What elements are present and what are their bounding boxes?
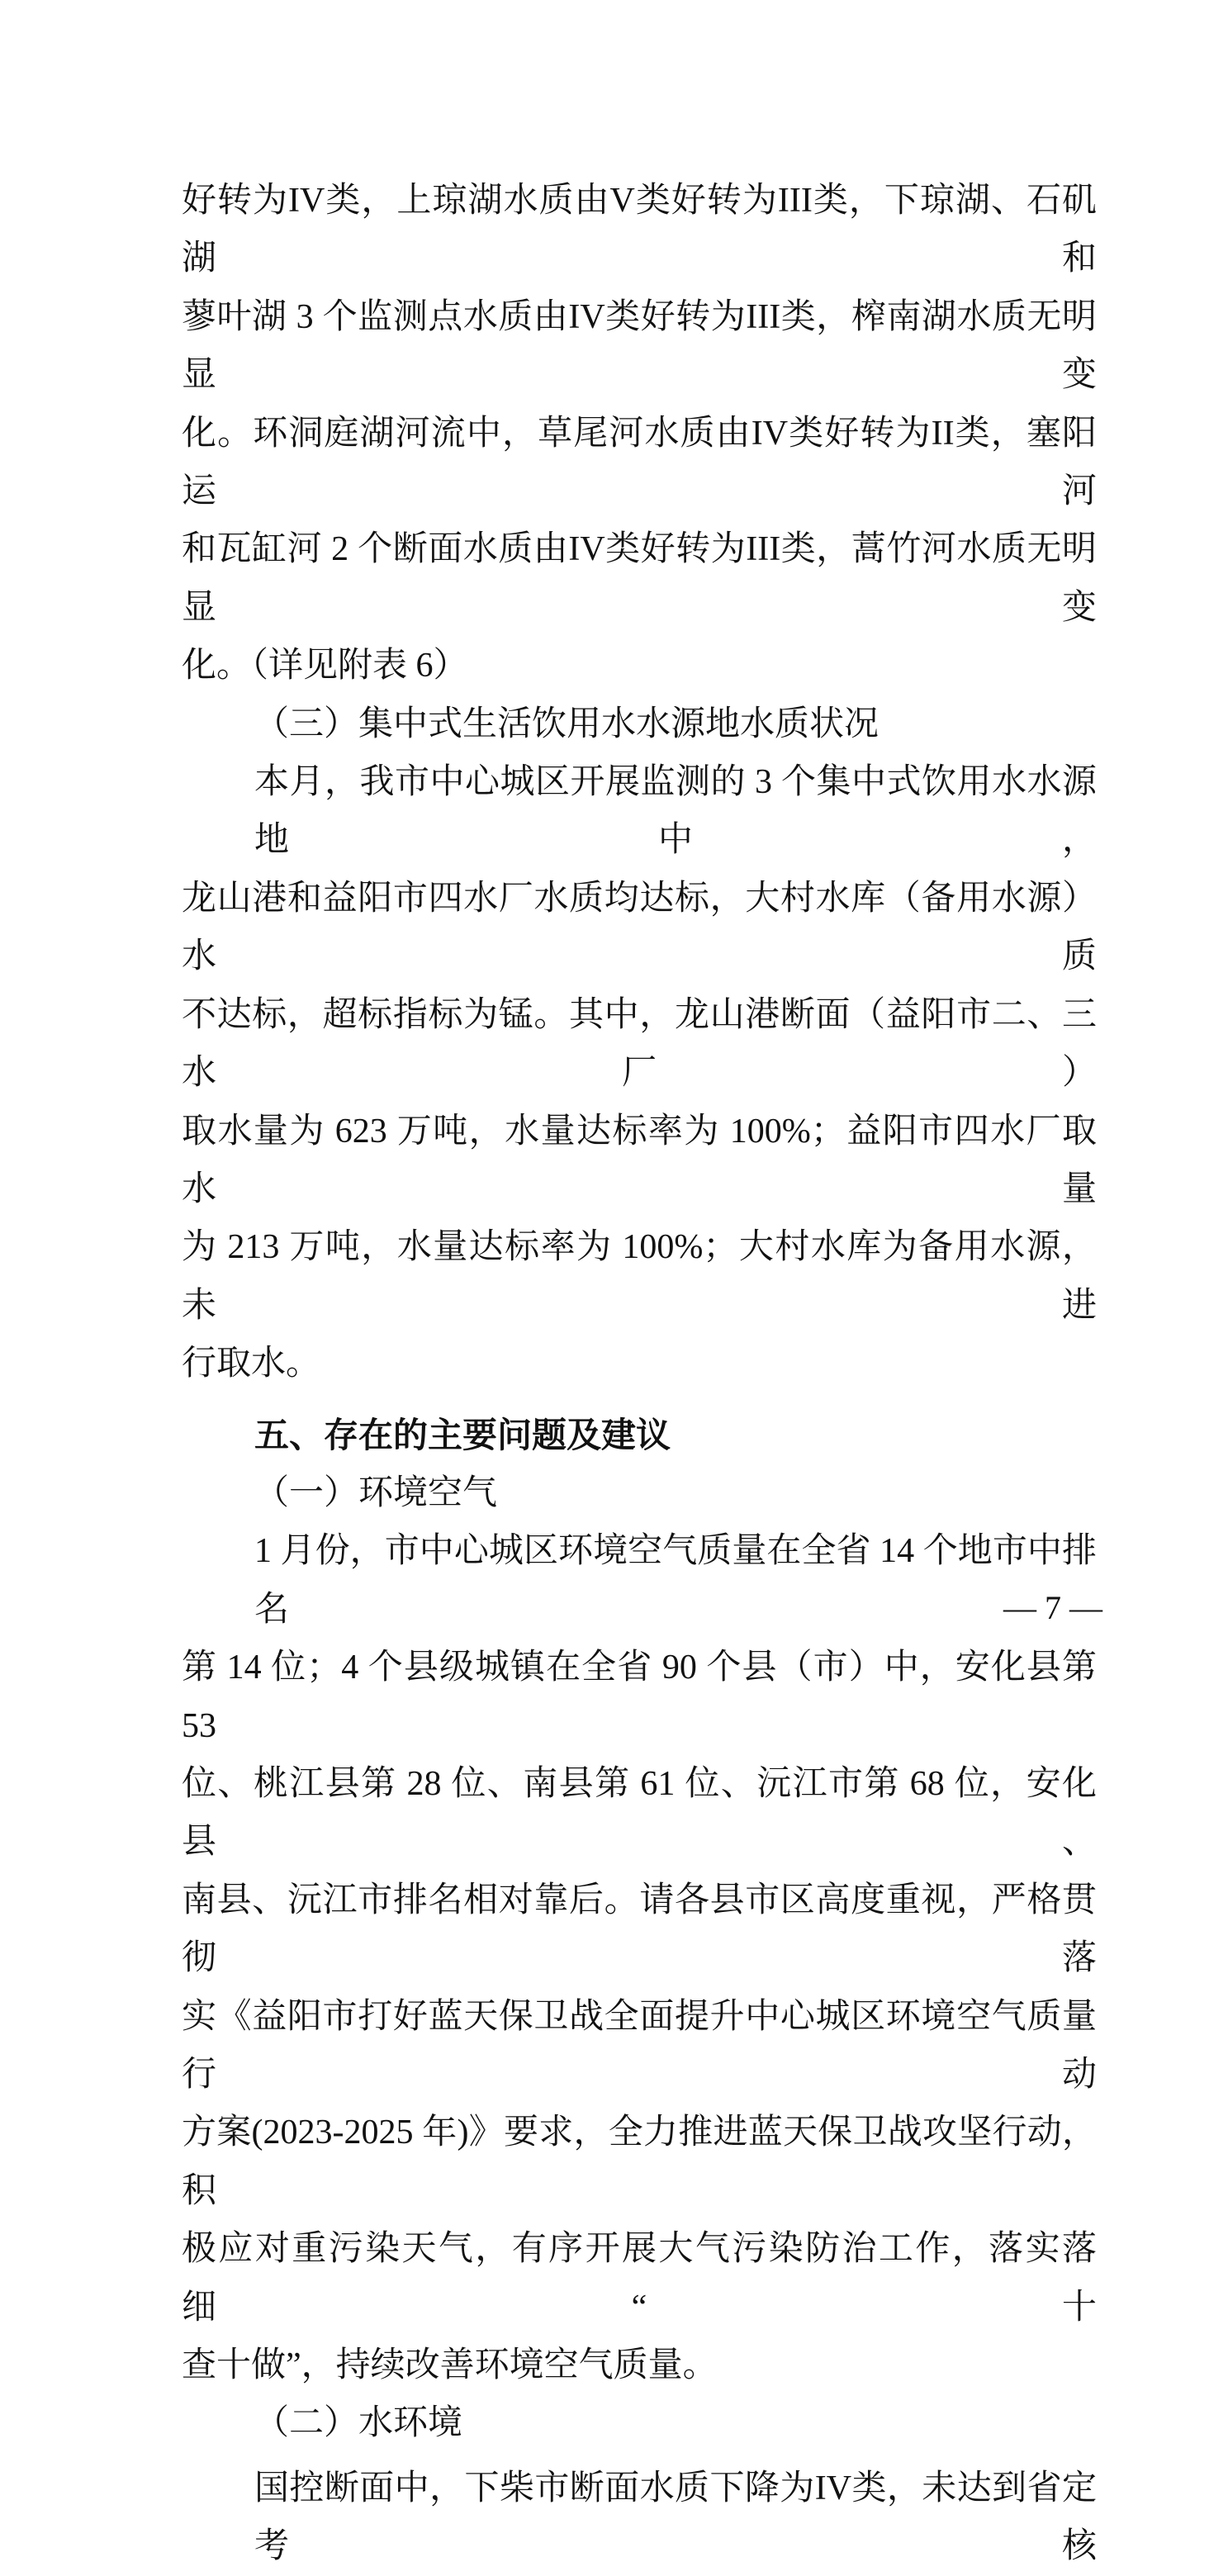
body-line: 龙山港和益阳市四水厂水质均达标，大村水库（备用水源）水质 xyxy=(182,879,1097,976)
body-line: 为 213 万吨，水量达标率为 100%；大村水库为备用水源，未进 xyxy=(182,1228,1097,1325)
body-line: 行取水。 xyxy=(182,1345,321,1383)
body-line: 蓼叶湖 3 个监测点水质由IV类好转为III类，榨南湖水质无明显变 xyxy=(182,297,1097,395)
body-line: 好转为IV类，上琼湖水质由V类好转为III类，下琼湖、石矶湖和 xyxy=(182,182,1097,278)
body-line: 化。环洞庭湖河流中，草尾河水质由IV类好转为II类，塞阳运河 xyxy=(182,414,1097,511)
body-line: 位、桃江县第 28 位、南县第 61 位、沅江市第 68 位，安化县、 xyxy=(182,1764,1097,1862)
body-line: 化。（详见附表 6） xyxy=(182,647,468,686)
body-line: 实《益阳市打好蓝天保卫战全面提升中心城区环境空气质量行动 xyxy=(182,1997,1097,2094)
section-heading-problems: 五、存在的主要问题及建议 xyxy=(254,1414,671,1455)
body-line: 极应对重污染天气，有序开展大气污染防治工作，落实落细“十 xyxy=(182,2230,1097,2327)
body-line: 方案(2023-2025 年)》要求，全力推进蓝天保卫战攻坚行动，积 xyxy=(182,2113,1097,2210)
body-line: 本月，我市中心城区开展监测的 3 个集中式饮用水水源地中， xyxy=(254,763,1097,860)
document-page xyxy=(182,172,1097,2576)
body-line: 不达标，超标指标为锰。其中，龙山港断面（益阳市二、三水厂） xyxy=(182,995,1097,1093)
body-line: 取水量为 623 万吨，水量达标率为 100%；益阳市四水厂取水量 xyxy=(182,1112,1097,1208)
body-line: 南县、沅江市排名相对靠后。请各县市区高度重视，严格贯彻落 xyxy=(182,1881,1097,1978)
subsection-heading-air: （一）环境空气 xyxy=(254,1473,498,1512)
body-line: 1 月份，市中心城区环境空气质量在全省 14 个地市中排名 xyxy=(254,1532,1097,1629)
page-number: — 7 — xyxy=(1003,1589,1102,1626)
section-heading-drinking-water: （三）集中式生活饮用水水源地水质状况 xyxy=(254,704,880,743)
subsection-heading-water: （二）水环境 xyxy=(254,2404,463,2443)
body-line: 查十做”，持续改善环境空气质量。 xyxy=(182,2346,718,2385)
body-line: 和瓦缸河 2 个断面水质由IV类好转为III类，蒿竹河水质无明显变 xyxy=(182,530,1097,627)
body-line: 第 14 位；4 个县级城镇在全省 90 个县（市）中，安化县第 53 xyxy=(182,1649,1097,1745)
body-line: 国控断面中，下柴市断面水质下降为IV类，未达到省定考核 xyxy=(254,2469,1097,2566)
